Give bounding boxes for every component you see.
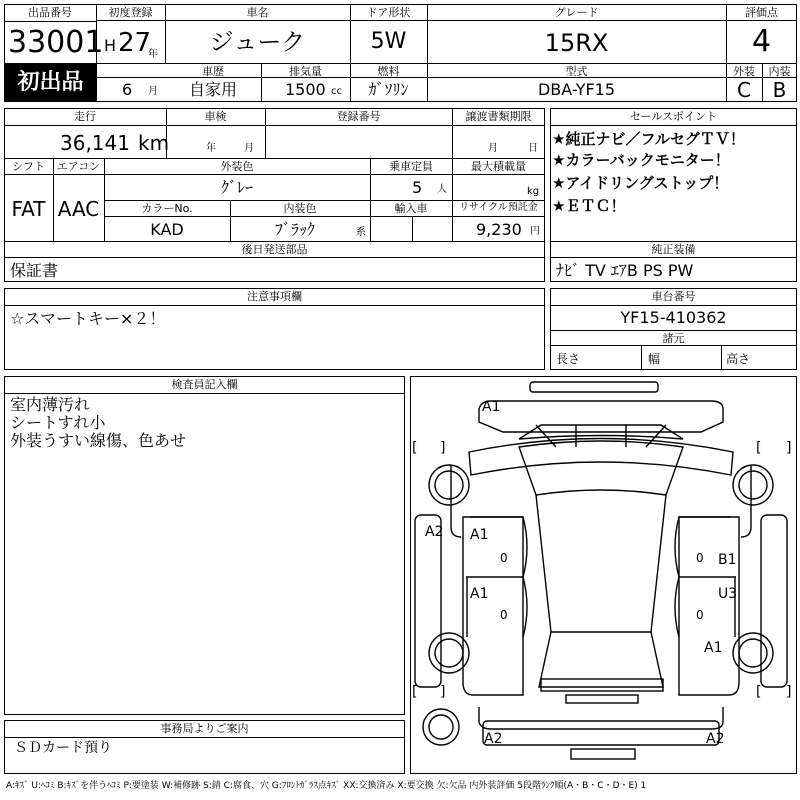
- load-unit: kg: [527, 186, 540, 197]
- damage-mark: A1: [704, 640, 723, 656]
- bracket: ]: [440, 684, 446, 700]
- mileage-unit: km: [138, 131, 170, 155]
- ac: AAC: [57, 197, 100, 221]
- capacity: 5: [412, 178, 423, 197]
- width-label: 幅: [648, 352, 661, 366]
- load-label: 最大積載量: [471, 160, 526, 173]
- bracket: [: [412, 684, 418, 700]
- capacity-unit: 人: [437, 184, 447, 195]
- damage-mark: A1: [470, 527, 489, 543]
- model-code: DBA-YF15: [537, 80, 616, 99]
- mileage-label: 走行: [74, 110, 96, 123]
- ext-label: 外装: [733, 65, 755, 78]
- door-type: 5W: [370, 29, 407, 54]
- zero-mark: 0: [500, 608, 508, 622]
- first-listing-badge: 初出品: [5, 64, 96, 101]
- disp-label: 排気量: [289, 65, 322, 78]
- colorno: KAD: [150, 220, 184, 239]
- transfer-day-unit: 日: [528, 143, 538, 154]
- shift: FAT: [11, 197, 46, 221]
- equipment: ﾅﾋﾞ TV ｴｱB PS PW: [556, 261, 694, 280]
- int-grade: B: [772, 78, 787, 102]
- length-label: 長さ: [556, 352, 581, 366]
- interior-label: 内装色: [283, 202, 317, 215]
- insp-month-unit: 月: [244, 143, 254, 154]
- chassis-number: YF15-410362: [620, 308, 727, 327]
- bracket: ]: [786, 440, 792, 456]
- later-parts: 保証書: [10, 261, 59, 280]
- model-label: 型式: [565, 65, 588, 78]
- inspector-line: 外装うすい線傷、色あせ: [10, 431, 187, 450]
- reg-era: H: [104, 36, 117, 55]
- history: 自家用: [188, 80, 237, 99]
- car-name: ジューク: [209, 28, 306, 56]
- score: 4: [751, 24, 772, 59]
- office-label: 事務局よりご案内: [160, 722, 249, 735]
- name-label: 車名: [246, 6, 269, 19]
- damage-mark: B1: [718, 552, 737, 568]
- colorno-label: カラーNo.: [141, 202, 193, 215]
- int-label: 内装: [768, 65, 791, 78]
- later-label: 後日発送部品: [241, 243, 308, 256]
- plate-label: 登録番号: [336, 110, 381, 123]
- sales-point: ★カラーバックモニター！: [552, 151, 730, 169]
- sales-point: ★ＥＴＣ！: [552, 197, 626, 215]
- bracket: ]: [440, 440, 446, 456]
- mileage: 36,141: [60, 131, 130, 155]
- damage-mark: A1: [470, 586, 489, 602]
- color: ｸﾞﾚｰ: [220, 178, 253, 197]
- reg-label: 初度登録: [108, 6, 153, 19]
- month-unit: 月: [148, 86, 158, 97]
- bracket: [: [412, 440, 418, 456]
- grade: 15RX: [544, 29, 609, 57]
- zero-mark: 0: [696, 551, 704, 565]
- interior-color: ﾌﾞﾗｯｸ: [274, 220, 315, 239]
- inspector-line: 室内薄汚れ: [10, 395, 91, 414]
- damage-mark: A2: [425, 524, 444, 540]
- shift-label: シフト: [12, 160, 45, 173]
- recycle-fee: 9,230: [476, 220, 522, 239]
- damage-mark: A1: [482, 399, 501, 415]
- bracket: [: [756, 440, 762, 456]
- sales-point: ★純正ナビ／フルセグＴＶ！: [552, 130, 745, 148]
- fuel: ｶﾞｿﾘﾝ: [368, 80, 409, 99]
- office-note: ＳＤカード預り: [14, 740, 112, 756]
- ac-label: エアコン: [56, 160, 101, 173]
- sales-point: ★アイドリングストップ！: [552, 174, 729, 192]
- color-label: 外装色: [220, 160, 254, 173]
- chassis-label: 車台番号: [651, 290, 696, 303]
- transfer-month-unit: 月: [488, 143, 498, 154]
- lot-number: 33001: [8, 25, 104, 60]
- recycle-unit: 円: [530, 226, 540, 237]
- reg-year: 27: [118, 28, 152, 58]
- bracket: ]: [786, 684, 792, 700]
- legend: A:ｷｽﾞ U:ﾍｺﾐ B:ｷｽﾞを伴うﾍｺﾐ P:要塗装 W:補修跡 S:錆 C:腐食、穴 G:ﾌﾛﾝﾄｶﾞﾗｽ点ｷｽﾞ XX:交換済み X:要交換 欠:欠品 内外装評価 5段階ﾗﾝｸ順(A・B・C・D・E) 1: [6, 781, 647, 791]
- reg-month: 6: [122, 80, 133, 99]
- history-label: 車歴: [202, 65, 224, 78]
- car-outline-diagram: [411, 377, 796, 773]
- interior-unit: 系: [356, 227, 366, 238]
- zero-mark: 0: [696, 608, 704, 622]
- year-unit: 年: [148, 49, 158, 60]
- grade-label: グレード: [554, 6, 599, 19]
- bracket: [: [756, 684, 762, 700]
- damage-mark: U3: [718, 586, 738, 602]
- import-label: 輸入車: [394, 202, 428, 215]
- height-label: 高さ: [726, 352, 751, 366]
- inspection-label: 車検: [204, 110, 227, 123]
- fuel-label: 燃料: [377, 65, 400, 78]
- displacement: 1500: [285, 80, 326, 99]
- inspector-label: 検査員記入欄: [171, 378, 238, 391]
- dims-label: 諸元: [662, 332, 685, 345]
- disp-unit: cc: [331, 86, 342, 97]
- inspector-line: シートすれ小: [10, 413, 106, 432]
- zero-mark: 0: [500, 551, 508, 565]
- caution-label: 注意事項欄: [247, 290, 302, 303]
- lot-label: 出品番号: [28, 6, 72, 19]
- ext-grade: C: [737, 78, 751, 102]
- caution-note: ☆スマートキー×２！: [10, 309, 166, 328]
- equip-label: 純正装備: [651, 243, 696, 256]
- score-label: 評価点: [745, 6, 778, 19]
- damage-mark: A2: [484, 731, 503, 747]
- damage-mark: A2: [706, 731, 725, 747]
- sales-label: セールスポイント: [629, 110, 717, 123]
- transfer-label: 譲渡書類期限: [465, 110, 532, 123]
- capacity-label: 乗車定員: [389, 160, 433, 173]
- recycle-label: リサイクル預託金: [459, 202, 538, 213]
- insp-year-unit: 年: [206, 143, 216, 154]
- door-label: ドア形状: [366, 6, 411, 19]
